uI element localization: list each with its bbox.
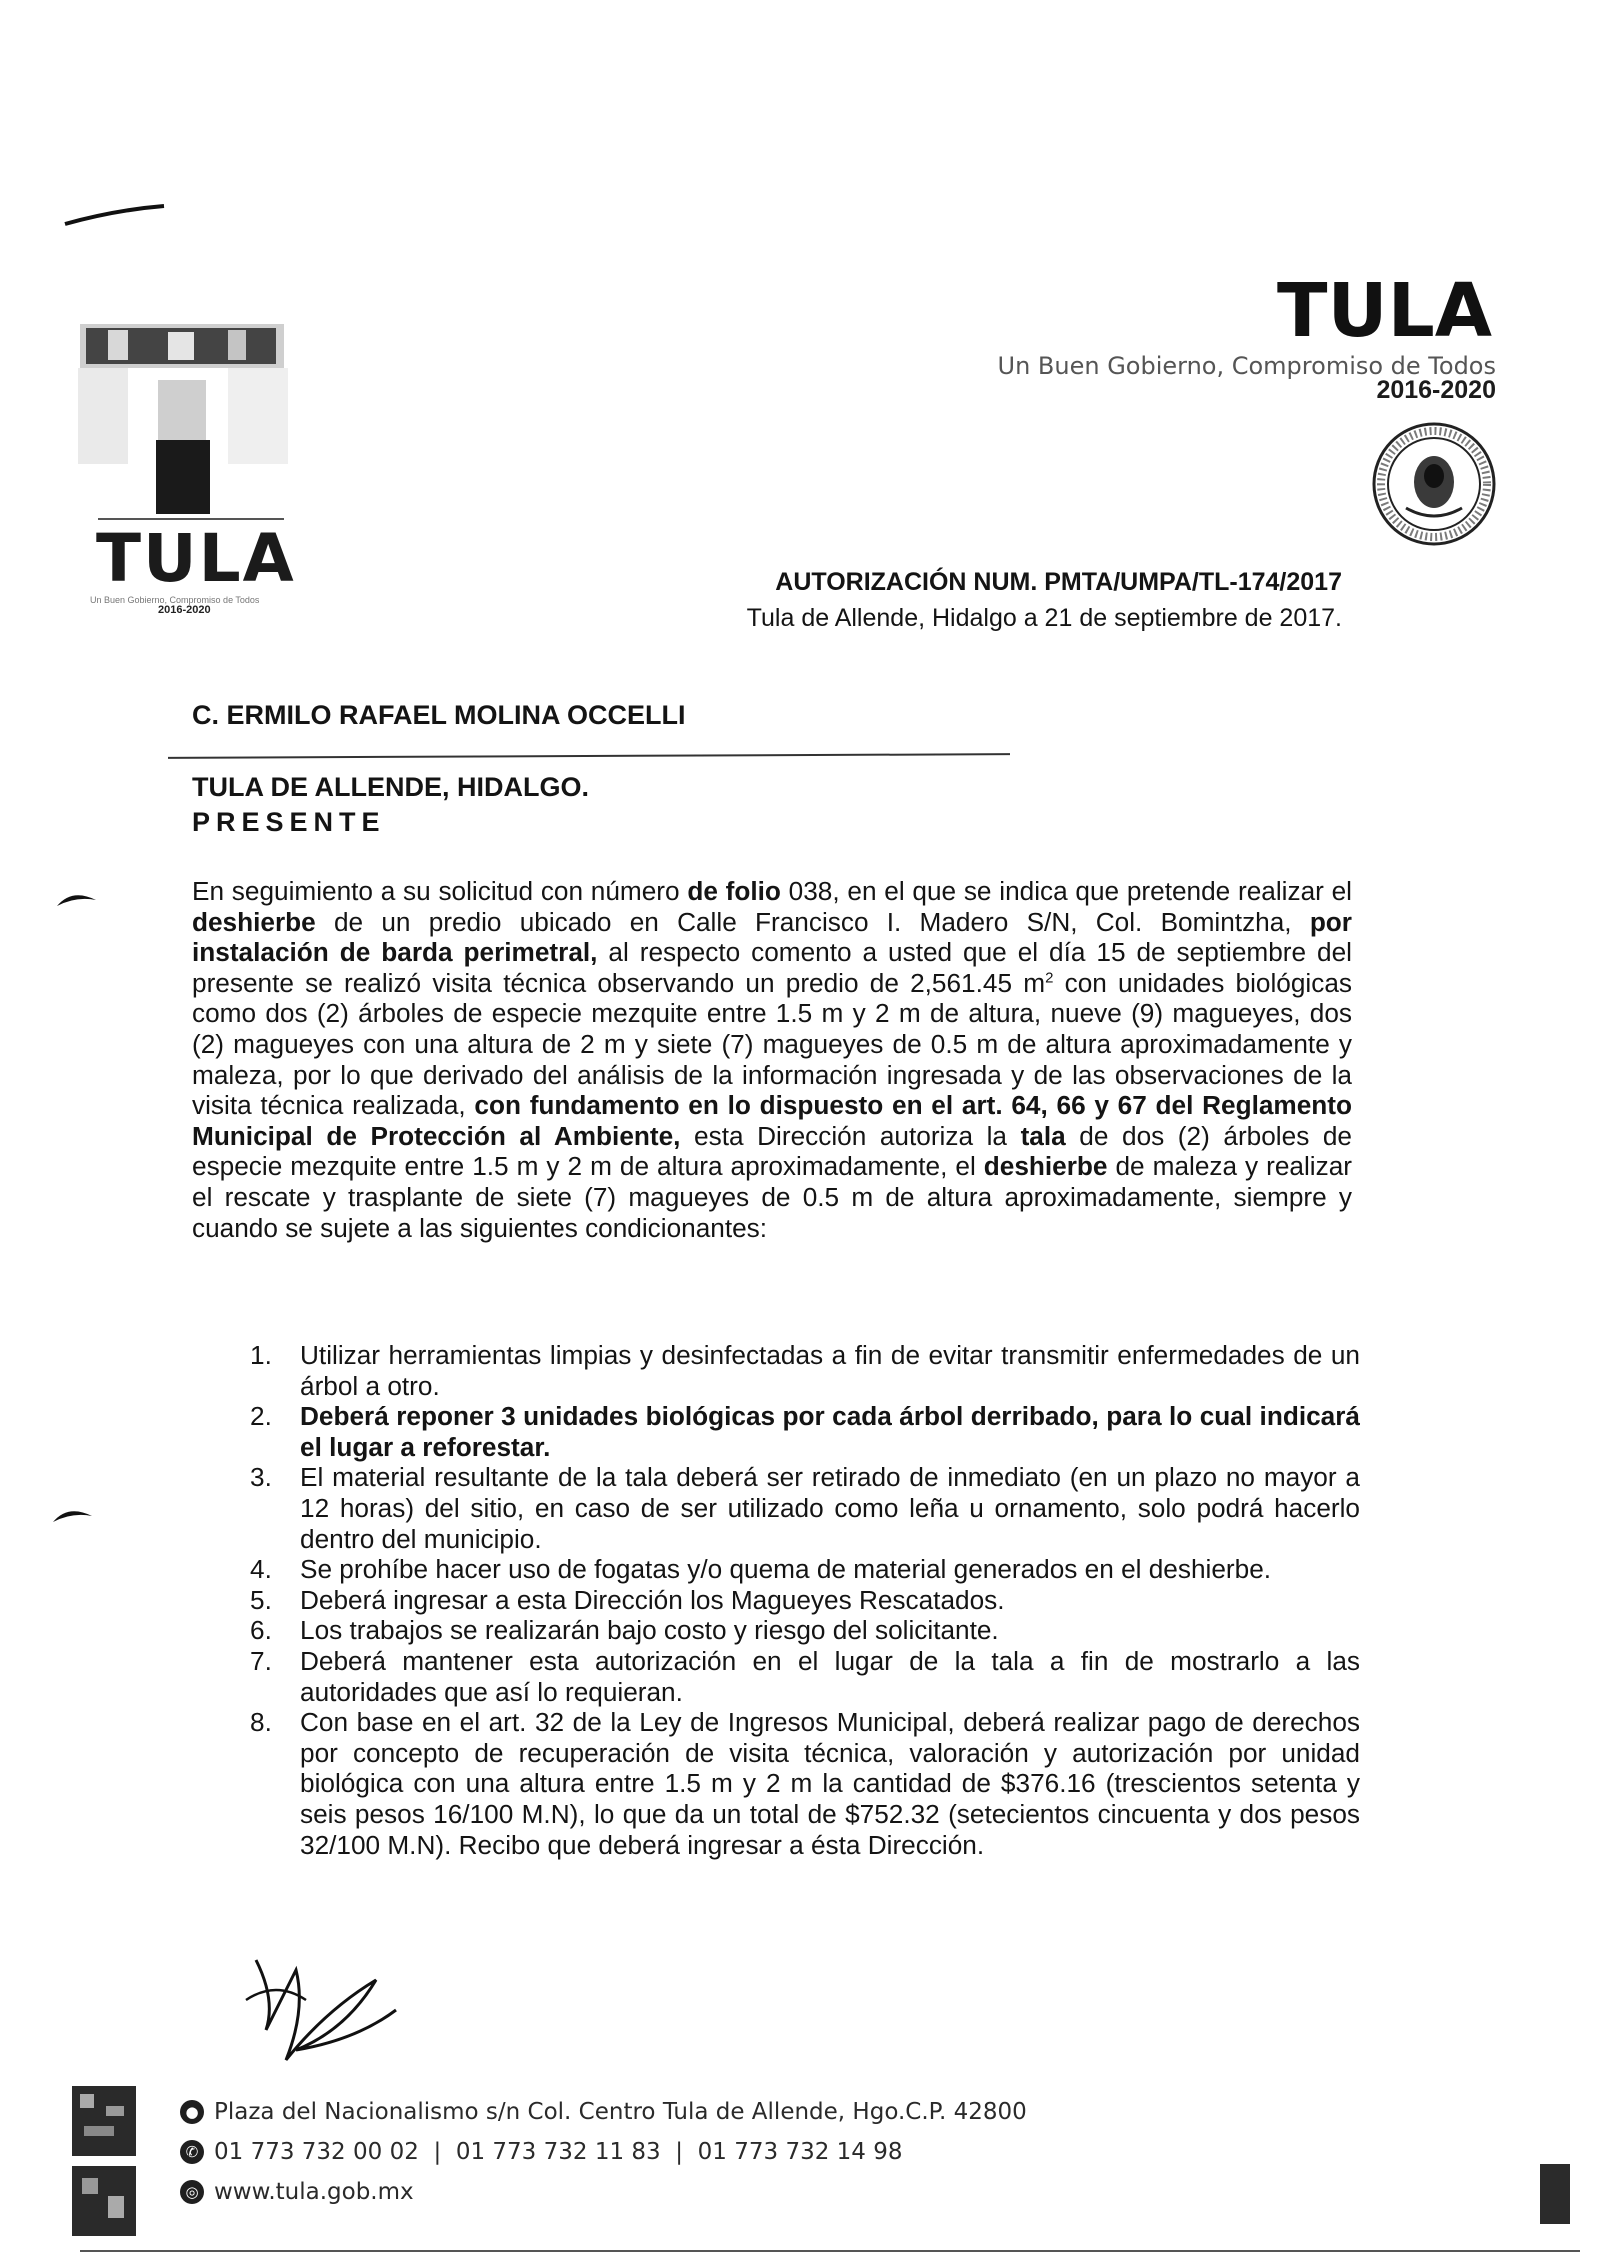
municipal-seal-icon	[1370, 420, 1498, 548]
addressee-city: TULA DE ALLENDE, HIDALGO.	[192, 772, 589, 802]
condition-item	[250, 1615, 1360, 1646]
addressee-underline	[168, 753, 1010, 759]
condition-number: 6.	[250, 1615, 272, 1646]
body-bold-text: deshierbe	[983, 1151, 1108, 1182]
bottom-rule	[80, 2250, 1580, 2252]
superscript: 2	[1045, 969, 1054, 987]
body-text: de dos (2) árboles de especie mezquite entre 1.5 m y 2 m de altura aproximadamente, el	[192, 1120, 1352, 1182]
body-bold-text: por instalación de barda perimetral,	[192, 906, 1352, 968]
condition-item	[250, 1554, 1360, 1585]
punch-hole-mark	[50, 1502, 96, 1526]
condition-text: Deberá reponer 3 unidades biológicas por cada árbol derribado, para lo cual indicará el lugar a reforestar.	[300, 1401, 1360, 1462]
footer-website[interactable]: www.tula.gob.mx	[214, 2179, 414, 2205]
footer	[180, 2092, 1027, 2212]
authorization-number: AUTORIZACIÓN NUM. PMTA/UMPA/TL-174/2017	[775, 568, 1342, 596]
condition-number: 8.	[250, 1707, 272, 1738]
condition-number: 4.	[250, 1554, 272, 1585]
addressee-name: C. ERMILO RAFAEL MOLINA OCCELLI	[192, 700, 686, 730]
date-line: Tula de Allende, Hidalgo a 21 de septiembre de 2017.	[746, 604, 1342, 632]
footer-decoration	[1540, 2164, 1570, 2224]
handwritten-signature	[236, 1940, 416, 2080]
condition-item	[250, 1340, 1360, 1401]
footer-address: Plaza del Nacionalismo s/n Col. Centro Tula de Allende, Hgo.C.P. 42800	[214, 2099, 1027, 2125]
web-icon: ◎	[180, 2180, 204, 2204]
footer-phones: 01 773 732 00 02 | 01 773 732 11 83 | 01 773 732 14 98	[214, 2139, 903, 2165]
right-logo-years: 2016-2020	[1376, 376, 1496, 404]
condition-number: 7.	[250, 1645, 272, 1676]
body-text: de maleza y realizar el rescate y trasplante de siete (7) magueyes de 0.5 m de altura aproximadamente, siempre y cuando se sujete a las siguientes condicionantes:	[192, 1151, 1352, 1243]
right-logo-slogan: Un Buen Gobierno, Compromiso de Todos	[997, 352, 1496, 380]
scan-stroke	[60, 200, 170, 230]
location-icon: ●	[180, 2100, 204, 2124]
body-text: al respecto comento a usted que el día 15 de septiembre del presente se realizó visita técnica observando un predio de 2,561.45 m	[192, 937, 1352, 998]
body-text: de un predio ubicado en Calle Francisco I. Madero S/N, Col. Bomintzha,	[315, 906, 1310, 937]
condition-text: Deberá mantener esta autorización en el lugar de la tala a fin de mostrarlo a las autoridades que así lo requieran.	[300, 1645, 1360, 1707]
condition-text: El material resultante de la tala deberá ser retirado de inmediato (en un plazo no mayor a 12 horas) del sitio, en caso de ser utilizado como leña u ornamento, solo podrá hacerlo dentro del municipio.	[300, 1462, 1360, 1554]
body-text: esta Dirección autoriza la	[680, 1120, 1021, 1151]
condition-item	[250, 1707, 1360, 1860]
body-text: con unidades biológicas como dos (2) árboles de especie mezquite entre 1.5 m y 2 m de altura, nueve (9) magueyes, dos (2) magueyes con una altura de 2 m y siete (7) magueyes de 0.5 m de altura aproximadamente y maleza, por lo que derivado del análisis de la información ingresada y de las observaciones de la visita técnica realizada,	[192, 967, 1352, 1121]
body-paragraph	[192, 876, 1352, 1243]
condition-number: 2.	[250, 1401, 272, 1432]
conditions-list	[250, 1340, 1360, 1860]
left-logo-slogan: Un Buen Gobierno, Compromiso de Todos	[90, 595, 260, 605]
condition-item	[250, 1585, 1360, 1616]
condition-item	[250, 1462, 1360, 1554]
condition-text: Se prohíbe hacer uso de fogatas y/o quema de material generados en el deshierbe.	[300, 1554, 1272, 1585]
footer-web-row	[180, 2172, 1027, 2212]
left-logo-wordmark: TULA	[96, 520, 296, 597]
condition-number: 5.	[250, 1584, 272, 1615]
condition-item	[250, 1646, 1360, 1707]
condition-number: 1.	[250, 1340, 272, 1370]
condition-text: Deberá ingresar a esta Dirección los Magueyes Rescatados.	[300, 1584, 1005, 1615]
left-logo-years: 2016-2020	[158, 604, 211, 616]
right-logo-wordmark: TULA	[1277, 268, 1492, 354]
footer-address-row	[180, 2092, 1027, 2132]
body-bold-text: deshierbe	[192, 906, 316, 937]
condition-text: Utilizar herramientas limpias y desinfectadas a fin de evitar transmitir enfermedades de un árbol a otro.	[300, 1340, 1360, 1401]
body-bold-text: de folio	[687, 876, 781, 906]
condition-item	[250, 1401, 1360, 1462]
condition-number: 3.	[250, 1462, 272, 1493]
body-bold-text: con fundamento en lo dispuesto en el art. 64, 66 y 67 del Reglamento Municipal de Protección al Ambiente,	[192, 1090, 1352, 1151]
body-text: 038, en el que se indica que pretende realizar el	[780, 876, 1352, 906]
condition-text: Los trabajos se realizarán bajo costo y riesgo del solicitante.	[300, 1615, 999, 1646]
footer-qr-image	[72, 2086, 136, 2236]
phone-icon: ✆	[180, 2140, 204, 2164]
body-bold-text: tala	[1020, 1120, 1066, 1151]
presente-label: PRESENTE	[192, 807, 386, 837]
footer-phone-row	[180, 2132, 1027, 2172]
body-text: En seguimiento a su solicitud con número	[192, 876, 688, 906]
punch-hole-mark	[54, 886, 100, 910]
condition-text: Con base en el art. 32 de la Ley de Ingresos Municipal, deberá realizar pago de derechos por concepto de recuperación de visita técnica, valoración y autorización por unidad biológica con una altura entre 1.5 m y 2 m la cantidad de $376.16 (trescientos setenta y seis pesos 16/100 M.N), lo que da un total de $752.32 (setecientos cincuenta y dos pesos 32/100 M.N). Recibo que deberá ingresar a ésta Dirección.	[300, 1707, 1360, 1860]
